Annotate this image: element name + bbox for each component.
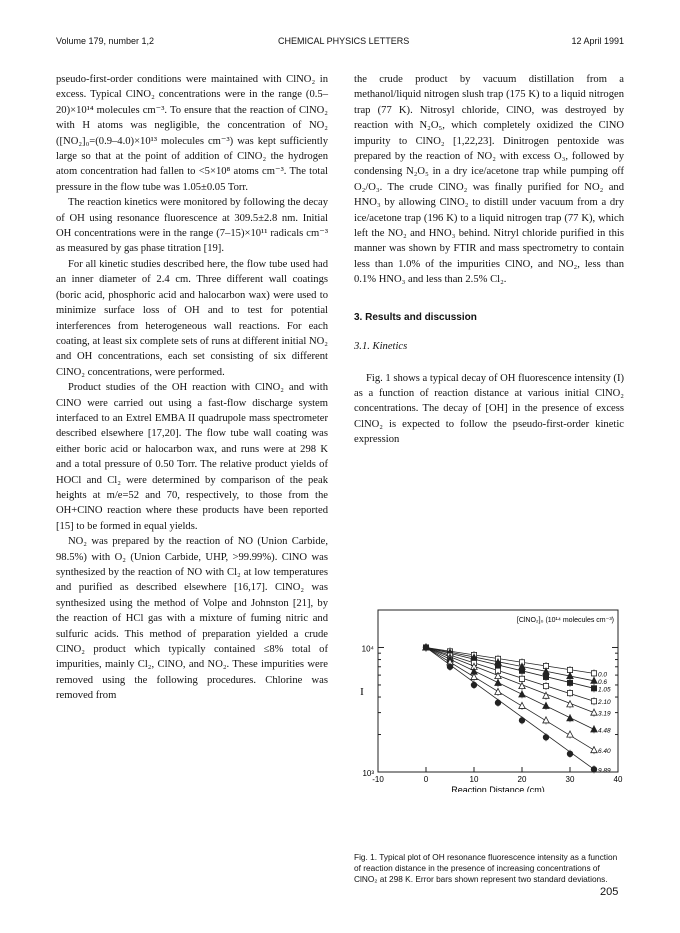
- data-point: [519, 691, 525, 697]
- x-axis-label: Reaction Distance (cm): [451, 785, 545, 792]
- data-point: [495, 700, 501, 706]
- header-journal: CHEMICAL PHYSICS LETTERS: [278, 36, 410, 46]
- data-point: [567, 680, 572, 685]
- data-point: [543, 717, 549, 723]
- x-tick-label: 0: [423, 775, 429, 784]
- series-label: 3.19: [598, 710, 611, 718]
- data-point: [423, 645, 429, 651]
- data-point: [519, 702, 525, 708]
- paragraph: pseudo-first-order conditions were maintained with ClNO₂ in excess. Typical ClNO₂ concentrations were in the range (0.5–20)×10¹⁴ molecules cm⁻³. To ensure that the reaction of ClNO₂ with H atoms was negligible, the concentration of NO₂ ([NO₂]₀=(0.9–4.0)×10¹³ molecules cm⁻³) was kept sufficiently large so that at the point of addition of ClNO₂ the hydrogen atom concentration had fallen to <5×10⁸ atoms cm⁻³. The total pressure in the flow tube was 1.05±0.05 Torr.: [56, 74, 328, 193]
- header-date: 12 April 1991: [571, 36, 624, 46]
- data-point: [519, 668, 524, 673]
- paragraph: Fig. 1 shows a typical decay of OH fluorescence intensity (I) as a function of reaction distance at various initial ClNO₂ concentrations. The decay of [OH] in the presence of excess ClNO₂ is expected to follow the pseudo-first-order kinetic expression: [354, 372, 625, 446]
- series-label: 6.40: [598, 748, 611, 756]
- subsection-heading: 3.1. Kinetics: [354, 341, 408, 353]
- data-point: [591, 767, 597, 773]
- data-point: [519, 676, 524, 681]
- data-point: [447, 664, 453, 670]
- data-point: [591, 686, 596, 691]
- data-point: [567, 751, 573, 757]
- legend-title: [ClNO₂]₀ (10¹⁴ molecules cm⁻³): [516, 617, 614, 624]
- series-label: 1.05: [598, 686, 611, 694]
- data-point: [519, 718, 525, 724]
- x-tick-label: 20: [517, 775, 527, 784]
- data-point: [543, 674, 548, 679]
- series-label: 4.48: [598, 727, 611, 735]
- fluorescence-decay-chart: [354, 602, 624, 792]
- data-point: [543, 683, 548, 688]
- x-tick-label: 30: [565, 775, 575, 784]
- data-point: [591, 726, 597, 732]
- data-point: [567, 715, 573, 721]
- paragraph: NO₂ was prepared by the reaction of NO (Union Carbide, 98.5%) with O₂ (Union Carbide, UHP, >99.99%). ClNO was synthesized by the reaction of NO with Cl₂ at low temperatures and purified as described elsewhere [16,17]. ClNO₂ was synthesized using the method of Volpe and Johnston [21], by the reaction of HCl gas with a mixture of fuming nitric and sulfuric acids. This method of preparation yielded a crude ClNO₂ product which typically contained ≤8% total of impurities, mainly Cl₂, ClNO, and NO₂. These impurities were removed using the following procedures. Chlorine was removed from: [56, 536, 328, 702]
- figure-caption: Fig. 1. Typical plot of OH resonance fluorescence intensity as a function of reaction distance in the presence of increasing concentrations of ClNO₂ at 298 K. Error bars shown represent two standard deviations.: [354, 852, 618, 884]
- x-tick-label: 10: [469, 775, 479, 784]
- series-label: 2.10: [598, 699, 611, 707]
- paragraph: the crude product by vacuum distillation from a methanol/liquid nitrogen slush trap (175 K) to a liquid nitrogen trap (77 K). Nitrosyl chloride, ClNO, was destroyed by reaction with N₂O₅, which completely oxidized the ClNO impurity to ClNO₂ [1,22,23]. Dinitrogen pentoxide was prepared by the reaction of NO₂ with excess O₃, followed by condensing N₂O₅ in a dry ice/acetone trap while pumping off O₂/O₃. The crude ClNO₂ was finally purified for NO₂ and HNO₃ by allowing ClNO₂ to distill under vacuum from a dry ice/acetone trap (196 K) to a liquid nitrogen trap (77 K), which left the NO₂ and HNO₃ behind. Nitryl chloride purified in this manner was shown by FTIR and mass spectrometry to contain less than 1.0% of the impurities ClNO, and NO₂, less than 0.1% HNO₃ and less than 2.5% Cl₂.: [354, 74, 624, 286]
- data-point: [543, 702, 549, 708]
- paragraph: Product studies of the OH reaction with ClNO₂ and with ClNO were carried out using a fast-flow discharge system interfaced to an Extrel EMBA II quadrupole mass spectrometer described elsewhere [17,20]. The flow tube wall coating was either boric acid or halocarbon wax, and runs were at 298 K and a total pressure of 0.50 Torr. The relative product yields of HOCl and Cl₂ were determined by comparison of the peak heights at m/e=52 and 70, respectively, to those from the OH+ClNO reaction where these products have been reported [15] to be formed in equal yields.: [56, 382, 328, 532]
- y-tick-label: 10³: [362, 769, 374, 778]
- data-point: [591, 709, 597, 715]
- data-point: [591, 747, 597, 753]
- page-number: 205: [600, 886, 619, 898]
- section-heading: 3. Results and discussion: [354, 311, 477, 323]
- series-label: 9.89: [598, 767, 611, 775]
- paragraph: The reaction kinetics were monitored by following the decay of OH using resonance fluorescence at 309.5±2.8 nm. Initial OH concentrations were in the range (7–15)×10¹¹ radicals cm⁻³ as measured by gas phase titration [19].: [56, 197, 328, 255]
- figure-1: [354, 602, 624, 792]
- right-column: [354, 72, 624, 448]
- data-point: [567, 691, 572, 696]
- series-label: 0.0: [598, 671, 608, 679]
- paragraph: For all kinetic studies described here, the flow tube used had an inner diameter of 2.4 cm. Three different wall coatings (boric acid, phosphoric acid and halocarbon wax) were used to minimize surface loss of OH and to test for potential interferences from heterogeneous wall reactions. For each coating, at least six complete sets of runs at different initial NO₂ and OH concentrations, each set consisting of six different ClNO₂ concentrations, were performed.: [56, 258, 328, 378]
- header-volume: Volume 179, number 1,2: [56, 36, 155, 46]
- data-point: [471, 682, 477, 688]
- data-point: [495, 688, 501, 694]
- y-axis-label: I: [360, 686, 364, 698]
- data-point: [543, 734, 549, 740]
- series-label: 0.6: [598, 678, 608, 686]
- x-tick-label: -10: [372, 775, 384, 784]
- running-header: [56, 36, 624, 50]
- left-column: [56, 72, 328, 704]
- data-point: [495, 679, 501, 685]
- x-tick-label: 40: [613, 775, 623, 784]
- data-point: [591, 671, 596, 676]
- data-point: [591, 699, 596, 704]
- y-tick-label: 10⁴: [361, 644, 374, 654]
